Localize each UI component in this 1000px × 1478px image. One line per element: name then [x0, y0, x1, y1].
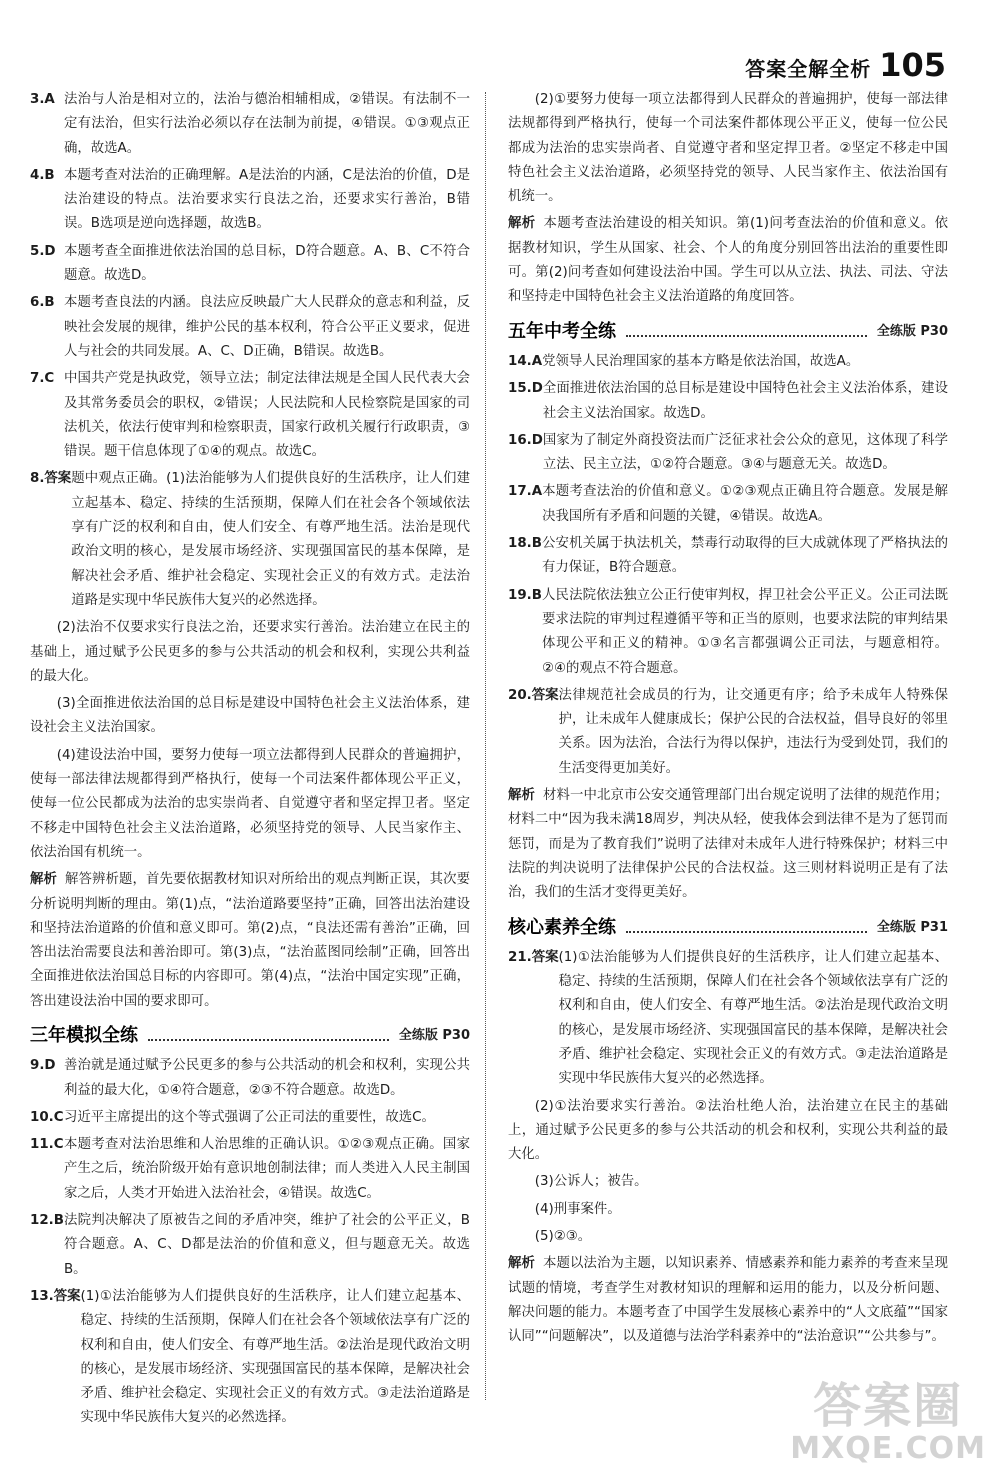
item-number: 10.C	[30, 1109, 64, 1125]
analysis-paragraph	[508, 212, 948, 309]
item-text: 中国共产党是执政党，领导立法；制定法律法规是全国人民代表大会及其常务委员会的职权，②错误；人民法院和人民检察院是国家的司法机关，依法行使审判和检察职责，国家行政机关履行行政职责，③错误。题干信息体现了①④的观点。故选C。	[64, 371, 470, 460]
analysis-label: 解析	[508, 1256, 536, 1272]
right-column	[508, 88, 948, 1353]
section-heading	[508, 320, 948, 344]
analysis-paragraph	[508, 784, 948, 905]
analysis-text: 材料一中北京市公安交通管理部门出台规定说明了法律的规范作用；材料二中“因为我未满18周岁，判决从轻，使我体会到法律不是为了惩罚而惩罚，而是为了教育我们”说明了法律对未成年人进行特殊保护；材料三中法院的判决说明了法律保护公民的合法权益。这三则材料说明正是有了法治，我们的生活才变得更美好。	[508, 788, 949, 901]
item-text: 善治就是通过赋予公民更多的参与公共活动的机会和权利，实现公共利益的最大化，①④符合题意，②③不符合题意。故选D。	[64, 1058, 470, 1098]
section-heading	[30, 1024, 470, 1048]
item-number: 21.答案	[508, 949, 559, 965]
item-text: (1)①法治能够为人们提供良好的生活秩序，让人们建立起基本、稳定、持续的生活预期，保障人们在社会各个领域依法享有广泛的权利和自由，使人们安全、有尊严地生活。②法治是现代政治文明的核心，是发展市场经济、实现强国富民的基本保障，是解决社会矛盾、维护社会稳定、实现社会正义的有效方式。③走法治道路是实现中华民族伟大复兴的必然选择。	[80, 1288, 470, 1426]
item-text: (1)①法治能够为人们提供良好的生活秩序，让人们建立起基本、稳定、持续的生活预期，保障人们在社会各个领域依法享有广泛的权利和自由，使人们安全、有尊严地生活。②法治是现代政治文明的核心，是发展市场经济、实现强国富民的基本保障，是解决社会矛盾、维护社会稳定、实现社会正义的有效方式。③走法治道路是实现中华民族伟大复兴的必然选择。	[558, 949, 948, 1087]
item-number: 5.D	[30, 243, 56, 259]
answer-paragraph: (4)刑事案件。	[534, 1201, 621, 1217]
answer-item	[30, 467, 470, 613]
answer-item	[508, 429, 948, 478]
watermark-mark: 答案圈	[813, 1378, 964, 1434]
analysis-text: 解答辨析题，首先要依据教材知识对所给出的观点判断正误，其次要分析说明判断的理由。第(1)点，“法治道路要坚持”正确，回答出法治建设和坚持法治道路的价值和意义即可。第(2)点，“良法还需有善治”正确，回答出法治需要良法和善治即可。第(3)点，“法治蓝图同绘制”正确，回答出全面推进依法治国总目标的内容即可。第(4)点，“法治中国定实现”正确，答出建设法治中国的要求即可。	[30, 872, 471, 1009]
answer-item	[508, 684, 948, 781]
item-number: 16.D	[508, 432, 543, 448]
analysis-label: 解析	[508, 216, 536, 232]
watermark-logo	[790, 1378, 986, 1466]
header-title: 答案全解全析	[745, 57, 872, 81]
leader-dots	[148, 1031, 389, 1041]
answer-item	[30, 291, 470, 364]
answer-paragraph: (2)法治不仅要求实行良法之治，还要求实行善治。法治建立在民主的基础上，通过赋予公民更多的参与公共活动的机会和权利，实现公共利益的最大化。	[30, 620, 470, 684]
item-number: 15.D	[508, 381, 543, 397]
analysis-paragraph	[508, 1252, 948, 1349]
answer-paragraph: (5)②③。	[534, 1229, 592, 1245]
answer-paragraph: (2)①要努力使每一项立法都得到人民群众的普遍拥护，使每一部法律法规都得到严格执行，使每一个司法案件都体现公平正义，使每一位公民都成为法治的忠实崇尚者、自觉遵守者和坚定捍卫者。②坚定不移走中国特色社会主义法治道路，必须坚持党的领导、人民当家作主、依法治国有机统一。	[508, 92, 948, 205]
section-title: 核心素养全练	[508, 916, 616, 938]
item-number: 3.A	[30, 92, 55, 107]
item-text: 党领导人民治理国家的基本方略是依法治国，故选A。	[542, 353, 860, 369]
section-page-ref: 全练版 P30	[398, 1027, 470, 1043]
item-text: 人民法院依法独立公正行使审判权，捍卫社会公平正义。公正司法既要求法院的审判过程遵循平等和正当的原则，也要求法院的审判结果体现公平和正义的精神。①③名言都强调公正司法，与题意相符。②④的观点不符合题意。	[542, 587, 948, 676]
item-number: 18.B	[508, 536, 542, 552]
item-number: 14.A	[508, 353, 543, 369]
answer-item	[30, 1133, 470, 1206]
answer-item	[30, 88, 470, 161]
answer-item	[30, 1209, 470, 1282]
item-number: 11.C	[30, 1137, 64, 1153]
analysis-label: 解析	[508, 788, 536, 804]
leader-dots	[626, 923, 867, 933]
answer-item	[30, 1054, 470, 1103]
answer-item	[508, 532, 948, 581]
item-text: 本题考查法治的价值和意义。①②③观点正确且符合题意。发展是解决我国所有矛盾和问题的关键，④错误。故选A。	[542, 484, 948, 524]
analysis-label: 解析	[30, 872, 58, 888]
answer-item	[30, 1106, 470, 1130]
section-page-ref: 全练版 P31	[876, 919, 948, 935]
leader-dots	[626, 327, 867, 337]
analysis-text: 本题以法治为主题，以知识素养、情感素养和能力素养的考查来呈现试题的情境，考查学生对教材知识的理解和运用的能力，以及分析问题、解决问题的能力。本题考查了中国学生发展核心素养中的“人文底蕴”“国家认同”“问题解决”，以及道德与法治学科素养中的“法治意识”“公共参与”。	[508, 1256, 949, 1345]
item-number: 12.B	[30, 1213, 64, 1229]
item-number: 20.答案	[508, 687, 559, 703]
answer-paragraph: (4)建设法治中国，要努力使每一项立法都得到人民群众的普遍拥护，使每一部法律法规都得到严格执行，使每一个司法案件都体现公平正义，使每一位公民都成为法治的忠实崇尚者、自觉遵守者和坚定捍卫者。坚定不移走中国特色社会主义法治道路，必须坚持党的领导、人民当家作主、依法治国有机统一。	[30, 747, 470, 860]
answer-item	[508, 946, 948, 1092]
answer-paragraph: (3)公诉人；被告。	[534, 1174, 648, 1190]
item-text: 本题考查对法治思维和人治思维的正确认识。①②③观点正确。国家产生之后，统治阶级开始有意识地创制法律；而人类进入人民主制国家之后，人类才开始进入法治社会，④错误。故选C。	[64, 1137, 470, 1201]
item-number: 17.A	[508, 484, 543, 500]
item-number: 13.答案	[30, 1288, 81, 1304]
section-title: 五年中考全练	[508, 320, 616, 342]
answer-paragraph: (2)①法治要求实行善治。②法治杜绝人治，法治建立在民主的基础上，通过赋予公民更多的参与公共活动的机会和权利，实现公共利益的最大化。	[508, 1098, 948, 1163]
section-page-ref: 全练版 P30	[876, 323, 948, 339]
column-divider	[485, 92, 486, 1400]
answer-paragraph: (3)全面推进依法治国的总目标是建设中国特色社会主义法治体系，建设社会主义法治国家。	[30, 696, 470, 736]
watermark-site: MXQE.COM	[790, 1431, 986, 1466]
item-text: 本题考查全面推进依法治国的总目标，D符合题意。A、B、C不符合题意。故选D。	[64, 243, 470, 284]
item-text: 全面推进依法治国的总目标是建设中国特色社会主义法治体系，建设社会主义法治国家。故选D。	[542, 381, 948, 421]
answer-item	[508, 480, 948, 529]
answer-item	[508, 377, 948, 426]
item-number: 9.D	[30, 1058, 56, 1074]
item-text: 法律规范社会成员的行为，让交通更有序；给予未成年人特殊保护，让未成年人健康成长；保护公民的合法权益，倡导良好的邻里关系。因为法治，合法行为得以保护，违法行为受到处罚，我们的生活变得更加美好。	[558, 687, 948, 776]
item-text: 本题考查对法治的正确理解。A是法治的内涵，C是法治的价值，D是法治建设的特点。法治要求实行良法之治，还要求实行善治，B错误。B选项是逆向选择题，故选B。	[64, 167, 470, 232]
item-text: 法院判决解决了原被告之间的矛盾冲突，维护了社会的公平正义，B符合题意。A、C、D都是法治的价值和意义，但与题意无关。故选B。	[64, 1213, 470, 1277]
item-text: 本题考查良法的内涵。良法应反映最广大人民群众的意志和利益，反映社会发展的规律，维护公民的基本权利，符合公平正义要求，促进人与社会的共同发展。A、C、D正确，B错误。故选B。	[64, 295, 470, 359]
item-number: 6.B	[30, 295, 55, 311]
item-text: 国家为了制定外商投资法而广泛征求社会公众的意见，这体现了科学立法、民主立法，①②符合题意。③④与题意无关。故选D。	[542, 432, 948, 473]
item-text: 法治与人治是相对立的，法治与德治相辅相成，②错误。有法制不一定有法治，但实行法治必须以存在法制为前提，④错误。①③观点正确，故选A。	[64, 92, 470, 156]
answer-item	[30, 164, 470, 237]
section-title: 三年模拟全练	[30, 1024, 138, 1046]
answer-item	[30, 240, 470, 289]
item-number: 7.C	[30, 371, 55, 387]
item-text: 公安机关属于执法机关，禁毒行动取得的巨大成就体现了严格执法的有力保证，B符合题意。	[542, 536, 948, 576]
page-number: 105	[879, 46, 946, 84]
page-header	[745, 46, 946, 84]
answer-item	[30, 367, 470, 464]
item-text: 习近平主席提出的这个等式强调了公正司法的重要性，故选C。	[64, 1109, 435, 1125]
answer-item	[508, 584, 948, 681]
answer-item	[30, 1285, 470, 1431]
analysis-paragraph	[30, 868, 470, 1014]
section-heading	[508, 916, 948, 940]
item-text: 题中观点正确。(1)法治能够为人们提供良好的生活秩序，让人们建立起基本、稳定、持续的生活预期，保障人们在社会各个领域依法享有广泛的权利和自由，使人们安全、有尊严地生活。法治是现代政治文明的核心，是发展市场经济、实现强国富民的基本保障，是解决社会矛盾、维护社会稳定、实现社会正义的有效方式。走法治道路是实现中华民族伟大复兴的必然选择。	[71, 471, 470, 608]
item-number: 4.B	[30, 167, 55, 183]
analysis-text: 本题考查法治建设的相关知识。第(1)问考查法治的价值和意义。依据教材知识，学生从国家、社会、个人的角度分别回答出法治的重要性即可。第(2)问考查如何建设法治中国。学生可以从立法、执法、司法、守法和坚持走中国特色社会主义法治道路的角度回答。	[508, 216, 949, 305]
left-column	[30, 88, 470, 1434]
answer-item	[508, 350, 948, 374]
item-number: 19.B	[508, 587, 542, 603]
item-number: 8.答案	[30, 471, 72, 487]
